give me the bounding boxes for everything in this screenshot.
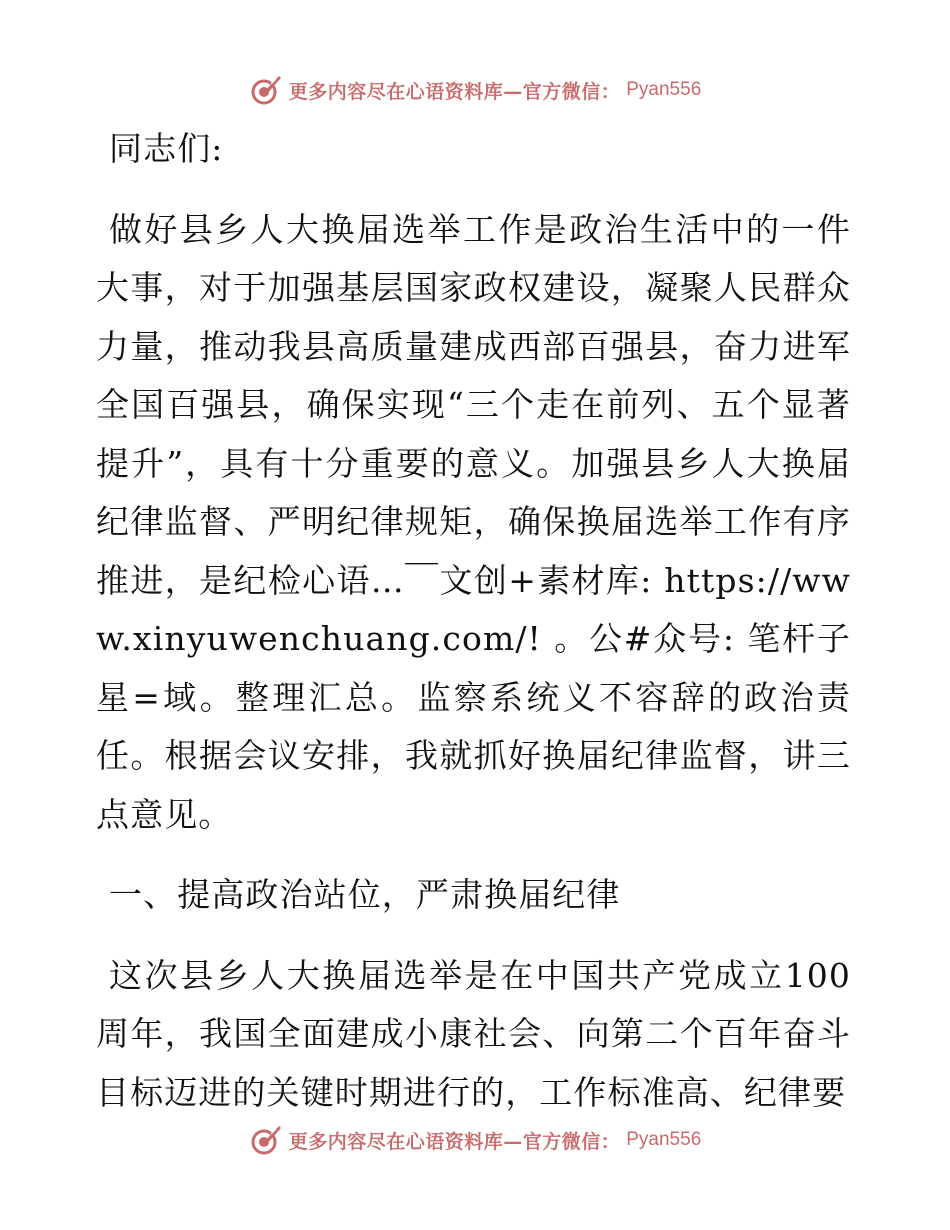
body-paragraph: 这次县乡人大换届选举是在中国共产党成立100周年，我国全面建成小康社会、向第二个百年奋斗目标迈进的关键时期进行的，工作标准高、纪律要 <box>96 955 851 1112</box>
quill-pen-logo-icon <box>249 73 283 107</box>
watermark-text: 更多内容尽在心语资料库—官方微信： <box>288 1130 621 1153</box>
paragraph-gap <box>96 179 851 201</box>
watermark-text: 更多内容尽在心语资料库—官方微信： <box>288 80 621 103</box>
paragraph-gap <box>96 844 851 866</box>
paragraph-gap <box>96 925 851 947</box>
quill-pen-logo-icon <box>249 1123 283 1157</box>
section-heading: 一、提高政治站位，严肃换届纪律 <box>109 875 621 914</box>
body-paragraph: 做好县乡人大换届选举工作是政治生活中的一件大事，对于加强基层国家政权建设，凝聚人民群众力量，推动我县高质量建成西部百强县，奋力进军全国百强县，确保实现“三个走在前列、五个显著提升”，具有十分重要的意义。加强县乡人大换届纪律监督、严明纪律规矩，确保换届选举工作有序推进，是纪检心语…￣文创+素材库: https://www.xinyuwenchuang.com/! 。公#众号: 笔杆子星=域。整理汇总。监察系统义不容辞的政治责任。根据会议安排，我就抓好换届纪律监督，讲三点意见。 <box>96 209 851 834</box>
header-watermark-banner <box>0 70 950 110</box>
watermark-wechat-id: Pyan556 <box>626 1129 702 1150</box>
watermark-wechat-id: Pyan556 <box>626 79 702 100</box>
salutation: 同志们: <box>109 129 224 168</box>
footer-watermark-banner <box>0 1120 950 1160</box>
document-body <box>96 120 851 1122</box>
